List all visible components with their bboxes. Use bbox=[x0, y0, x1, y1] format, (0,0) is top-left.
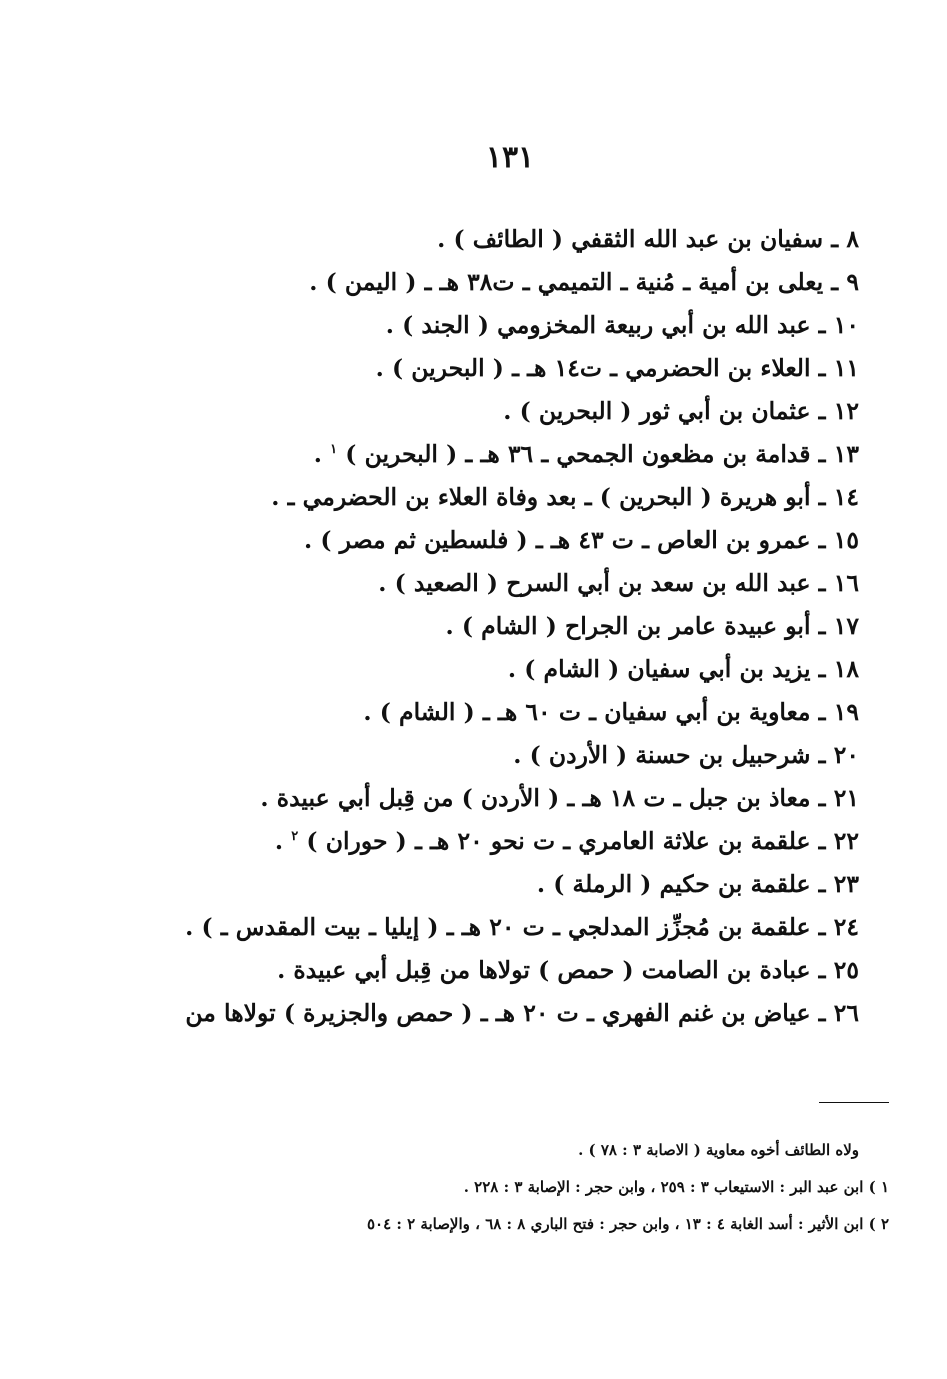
entry-text: ٨ ـ سفيان بن عبد الله الثقفي ( الطائف ) . bbox=[437, 225, 859, 253]
list-item bbox=[159, 605, 859, 648]
entry-text: ١١ ـ العلاء بن الحضرمي ـ ت١٤ هـ ـ ( البحرين ) . bbox=[375, 354, 859, 382]
list-item bbox=[159, 691, 859, 734]
list-item bbox=[159, 261, 859, 304]
list-item bbox=[159, 519, 859, 562]
footnote-2: ٢ ) ابن الأثير : أسد الغابة ٤ : ١٣ ، وابن حجر : فتح الباري ٨ : ٦٨ ، والإصابة ٢ : ٥٠٤ bbox=[366, 1215, 889, 1233]
entry-text-end: . bbox=[313, 440, 331, 468]
entry-text: ٩ ـ يعلى بن أمية ـ مُنية ـ التميمي ـ ت٣٨ هـ ـ ( اليمن ) . bbox=[309, 268, 859, 296]
footnote-marker[interactable]: ١ bbox=[330, 442, 338, 458]
entry-text: ١٧ ـ أبو عبيدة عامر بن الجراح ( الشام ) . bbox=[445, 612, 859, 640]
page-number: ١٣١ bbox=[485, 140, 535, 175]
entry-text: ١٩ ـ معاوية بن أبي سفيان ـ ت ٦٠ هـ ـ ( الشام ) . bbox=[363, 698, 859, 726]
entry-text: ٢٥ ـ عبادة بن الصامت ( حمص ) تولاها من قِبل أبي عبيدة . bbox=[277, 956, 859, 984]
list-item bbox=[159, 390, 859, 433]
list-item bbox=[159, 218, 859, 261]
list-item bbox=[159, 476, 859, 519]
entry-text: ١٦ ـ عبد الله بن سعد بن أبي السرح ( الصعيد ) . bbox=[378, 569, 859, 597]
entry-text: ١٣ ـ قدامة بن مظعون الجمحي ـ ٣٦ هـ ـ ( البحرين ) bbox=[345, 440, 859, 468]
list-item bbox=[159, 777, 859, 820]
entry-text: ٢٤ ـ علقمة بن مُجزِّز المدلجي ـ ت ٢٠ هـ ـ ( إيليا ـ بيت المقدس ـ ) . bbox=[185, 913, 859, 941]
list-item bbox=[159, 992, 859, 1035]
entry-text: ٢١ ـ معاذ بن جبل ـ ت ١٨ هـ ـ ( الأردن ) من قِبل أبي عبيدة . bbox=[260, 784, 859, 812]
entry-text: ١٨ ـ يزيد بن أبي سفيان ( الشام ) . bbox=[507, 655, 859, 683]
footnotes bbox=[49, 1132, 889, 1243]
list-item bbox=[159, 304, 859, 347]
footnote-continuation: ولاه الطائف أخوه معاوية ( الاصابة ٣ : ٧٨ ) . bbox=[578, 1141, 859, 1159]
entry-text: ٢٦ ـ عياض بن غنم الفهري ـ ت ٢٠ هـ ـ ( حمص والجزيرة ) تولاها من bbox=[185, 999, 859, 1027]
entry-text: ١٤ ـ أبو هريرة ( البحرين ) ـ بعد وفاة العلاء بن الحضرمي ـ . bbox=[271, 483, 859, 511]
entry-text: ٢٠ ـ شرحبيل بن حسنة ( الأردن ) . bbox=[513, 741, 859, 769]
list-item bbox=[159, 347, 859, 390]
list-item bbox=[159, 433, 859, 476]
list-item bbox=[159, 949, 859, 992]
governors-list bbox=[159, 218, 859, 1035]
list-item bbox=[159, 906, 859, 949]
entry-text: ١٠ ـ عبد الله بن أبي ربيعة المخزومي ( الجند ) . bbox=[385, 311, 859, 339]
list-item bbox=[159, 863, 859, 906]
list-item bbox=[159, 648, 859, 691]
entry-text: ٢٣ ـ علقمة بن حكيم ( الرملة ) . bbox=[536, 870, 859, 898]
list-item bbox=[159, 820, 859, 863]
entry-text: ١٥ ـ عمرو بن العاص ـ ت ٤٣ هـ ـ ( فلسطين ثم مصر ) . bbox=[303, 526, 859, 554]
footnote-marker[interactable]: ٢ bbox=[291, 829, 299, 845]
entry-text: ٢٢ ـ علقمة بن علاثة العامري ـ ت نحو ٢٠ هـ ـ ( حوران ) bbox=[306, 827, 859, 855]
entry-text: ١٢ ـ عثمان بن أبي ثور ( البحرين ) . bbox=[503, 397, 859, 425]
list-item bbox=[159, 734, 859, 777]
footnote-divider bbox=[819, 1102, 889, 1103]
footnote-1: ١ ) ابن عبد البر : الاستيعاب ٣ : ٢٥٩ ، وابن حجر : الإصابة ٣ : ٢٢٨ . bbox=[463, 1178, 889, 1196]
list-item bbox=[159, 562, 859, 605]
entry-text-end: . bbox=[274, 827, 292, 855]
